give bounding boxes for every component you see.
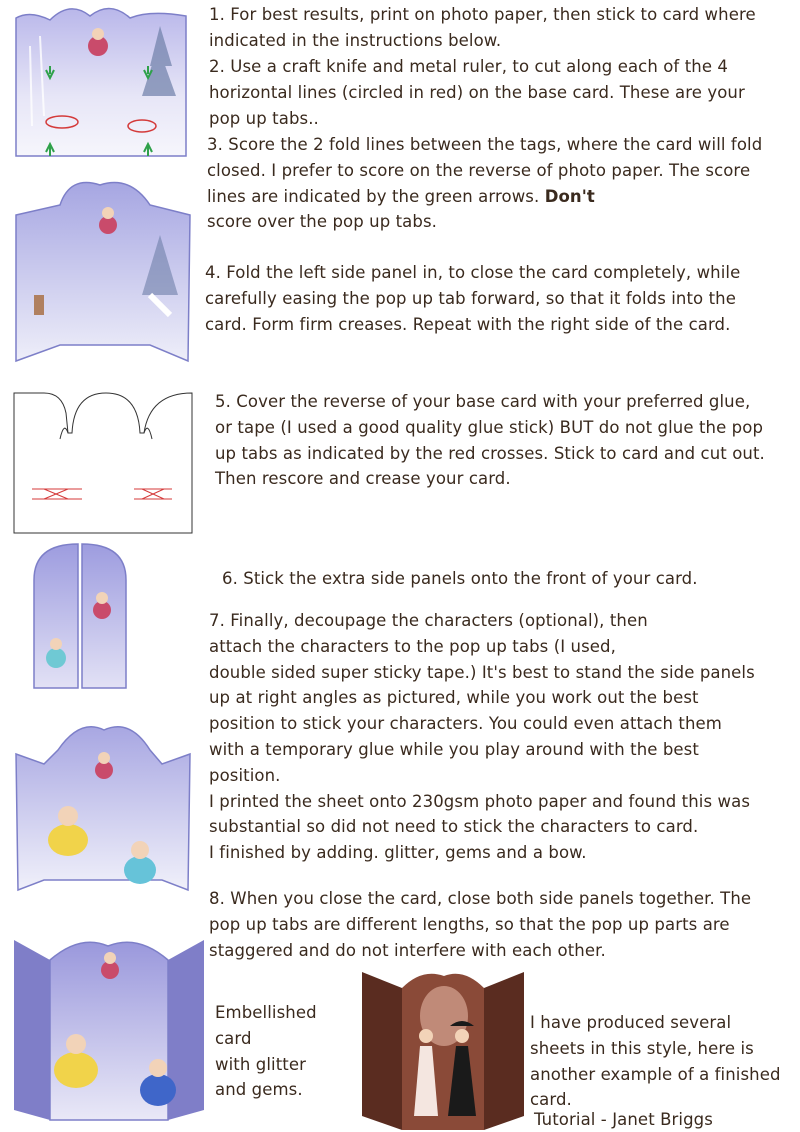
step-1-text: 1. For best results, print on photo paper, then stick to card where indicated in the instructions below. [209, 5, 756, 50]
side-panels-image [30, 540, 130, 692]
template-outline-image [10, 385, 196, 535]
embellished-card-image [10, 930, 208, 1126]
tutorial-credit: Tutorial - Janet Briggs [534, 1110, 713, 1129]
folded-card-image [10, 175, 198, 365]
standing-card-image [10, 720, 196, 912]
example-card-image [360, 966, 526, 1132]
base-card-image [10, 6, 192, 174]
step-5-text: 5. Cover the reverse of your base card with your preferred glue, or tape (I used a good quality glue stick) BUT do not glue the pop up tabs as indicated by the red crosses. Stick to card and cut out. Then rescore and crease your card. [215, 392, 765, 489]
embellished-caption: Embellished card with glitter and gems. [215, 1003, 317, 1100]
step-2-text: 2. Use a craft knife and metal ruler, to cut along each of the 4 horizontal lines (circled in red) on the base card. These are your pop up tabs.. [209, 57, 745, 128]
step-3-text: 3. Score the 2 fold lines between the tags, where the card will fold closed. I prefer to score on the reverse of photo paper. The score lines are indicated by the green arrows. Don't score over the pop up tabs. [207, 135, 763, 232]
step-8-text: 8. When you close the card, close both side panels together. The pop up tabs are different lengths, so that the pop up parts are staggered and do not interfere with each other. [209, 889, 752, 960]
step-6-text: 6. Stick the extra side panels onto the front of your card. [222, 569, 698, 588]
step-4-text: 4. Fold the left side panel in, to close the card completely, while carefully easing the pop up tab forward, so that it folds into the card. Form firm creases. Repeat with the right side of the card. [205, 263, 741, 334]
step-3-bold-dont: Don't [544, 186, 595, 206]
step-7-text: 7. Finally, decoupage the characters (optional), then attach the characters to the pop up tabs (I used, double sided super sticky tape.) It's best to stand the side panels up at right angles as pictured, while you work out the best position to stick your characters. You could even attach them with a temporary glue while you play around with the best position. I printed the sheet onto 230gsm photo paper and found this was substantial so did not need to stick the characters to card. I finished by adding. glitter, gems and a bow. [209, 611, 755, 863]
example-caption: I have produced several sheets in this style, here is another example of a finished card. [530, 1013, 781, 1110]
